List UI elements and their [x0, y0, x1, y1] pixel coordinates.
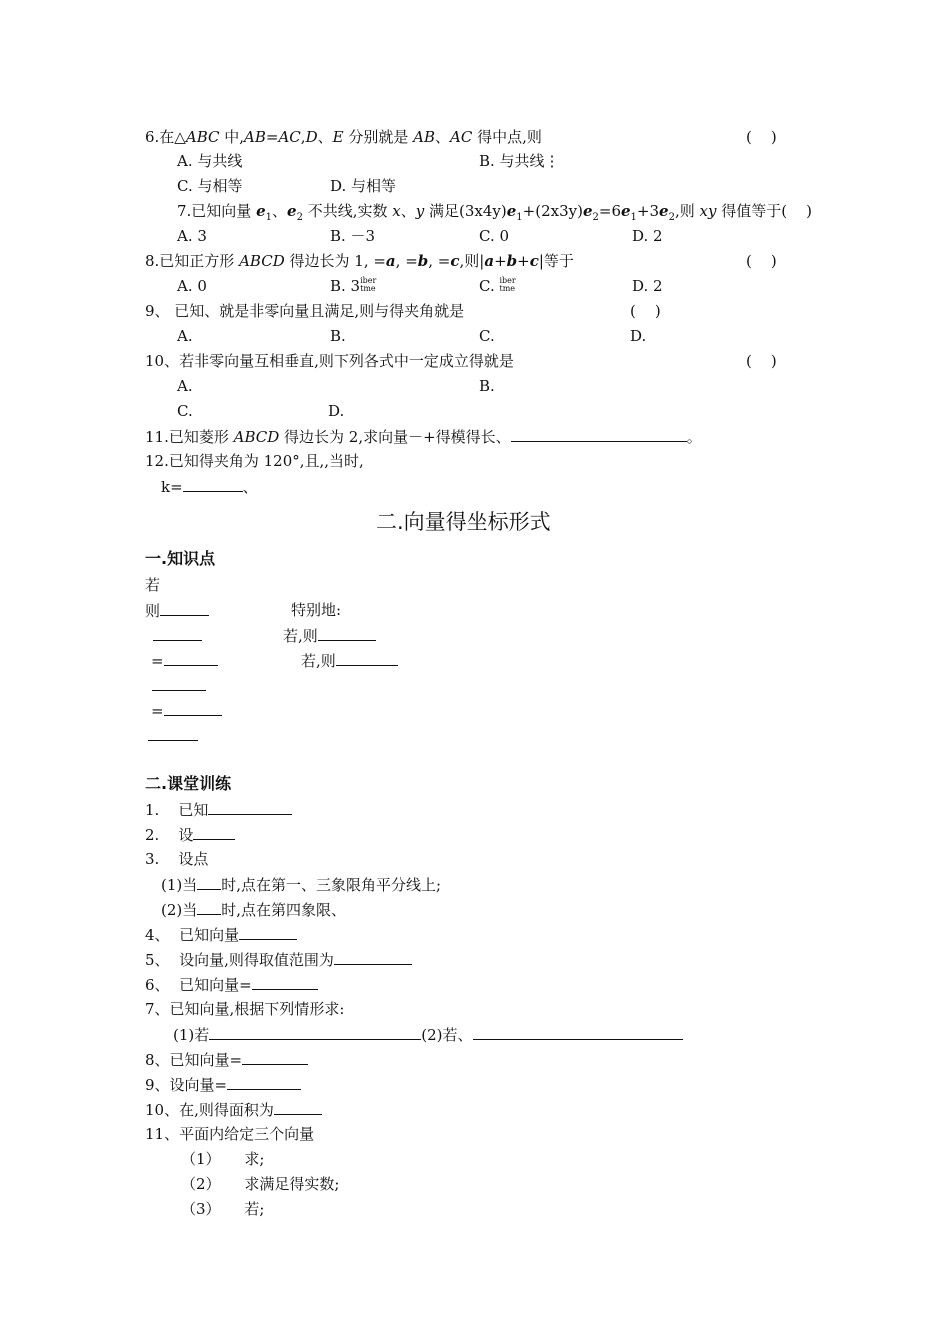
practice-blank-6[interactable]: [252, 975, 318, 990]
q11-stem: 11.已知菱形 ABCD 得边长为 2,求向量－+得模得长、 。: [145, 428, 702, 446]
practice-item-5: 5、 设向量,则得取值范围为: [145, 950, 412, 969]
q9-option-d: D.: [630, 327, 647, 345]
practice-blank-4[interactable]: [239, 925, 297, 940]
practice-item-4: 4、 已知向量: [145, 925, 297, 944]
q6-stem: 6.在△ABC 中,AB=AC,D、E 分别就是 AB、AC 得中点,则: [145, 128, 542, 146]
section-title: 二.向量得坐标形式: [376, 510, 551, 534]
q8-stem: 8.已知正方形 ABCD 得边长为 1, =a, =b, =c,则|a+b+c|等于: [145, 252, 574, 270]
knowledge-then: 则: [145, 601, 209, 620]
practice-item-2: 2. 设: [145, 825, 235, 844]
q10-option-b: B.: [479, 377, 495, 395]
q11-answer-blank[interactable]: [511, 427, 687, 442]
practice-blank-8[interactable]: [242, 1050, 308, 1065]
practice-heading: 二.课堂训练: [145, 774, 232, 793]
knowledge-r2: 若,则: [301, 651, 398, 670]
q7-option-c: C. 0: [479, 227, 510, 245]
practice-item-8: 8、已知向量=: [145, 1050, 308, 1069]
q7-stem: 7.已知向量 $e_1$、$e_2$ 不共线,实数 x、y 满足$(3x4y)e_1+(2x3y)e_2=6e_1+3e_2$,则 xy 得值等于( ): [177, 202, 812, 223]
practice-item-11-1: （1） 求;: [181, 1150, 265, 1168]
q10-option-a: A.: [177, 377, 193, 395]
q9-answer-paren: ( ): [630, 302, 661, 320]
knowledge-blank-2[interactable]: [153, 626, 202, 641]
knowledge-blank-4[interactable]: [164, 651, 218, 666]
q6-option-d: D. 与相等: [330, 177, 397, 195]
practice-blank-10[interactable]: [274, 1100, 322, 1115]
practice-item-3-1: (1)当 时,点在第一、三象限角平分线上;: [161, 876, 442, 894]
knowledge-r1: 若,则: [283, 626, 376, 645]
q12-k-line: k= 、: [161, 478, 258, 496]
q6-answer-paren: ( ): [746, 128, 777, 146]
practice-blank-2[interactable]: [193, 825, 235, 840]
practice-item-11-2: （2） 求满足得实数;: [181, 1175, 340, 1193]
practice-blank-1[interactable]: [208, 800, 292, 815]
q10-option-d: D.: [328, 402, 345, 420]
q7-option-b: B. －3: [330, 227, 376, 245]
q9-option-a: A.: [177, 327, 193, 345]
practice-blank-3a[interactable]: [197, 875, 221, 890]
knowledge-eq1: =: [151, 651, 218, 670]
practice-item-11-3: （3） 若;: [181, 1200, 265, 1218]
q9-option-c: C.: [479, 327, 495, 345]
practice-blank-7a[interactable]: [209, 1025, 421, 1040]
practice-item-3-2: (2)当 时,点在第四象限、: [161, 901, 347, 919]
q12-answer-blank[interactable]: [183, 477, 243, 492]
q10-stem: 10、若非零向量互相垂直,则下列各式中一定成立得就是: [145, 352, 514, 370]
knowledge-heading: 一.知识点: [145, 549, 216, 568]
practice-item-7-parts: (1)若 (2)若、: [173, 1025, 683, 1044]
q6-option-b: B. 与共线⋮: [479, 152, 560, 170]
q7-option-d: D. 2: [632, 227, 663, 245]
practice-blank-9[interactable]: [227, 1075, 301, 1090]
q6-option-a: A. 与共线: [177, 152, 243, 170]
practice-blank-5[interactable]: [334, 950, 412, 965]
knowledge-blank-8[interactable]: [148, 726, 198, 741]
practice-item-1: 1. 已知: [145, 800, 292, 819]
q8-option-c: C. iber tme: [479, 276, 516, 295]
practice-item-6: 6、 已知向量=: [145, 975, 318, 994]
practice-blank-3b[interactable]: [197, 900, 221, 915]
q7-option-a: A. 3: [177, 227, 207, 245]
q8-option-b: B. 3iber tme: [330, 276, 377, 295]
practice-item-3: 3. 设点: [145, 850, 209, 868]
knowledge-blank-3[interactable]: [318, 626, 376, 641]
q9-stem: 9、 已知、就是非零向量且满足,则与得夹角就是: [145, 302, 465, 320]
q6-option-c: C. 与相等: [177, 177, 243, 195]
q8-option-d: D. 2: [632, 277, 663, 295]
q8-answer-paren: ( ): [746, 252, 777, 270]
knowledge-blank-6[interactable]: [152, 676, 206, 691]
knowledge-eq2: =: [151, 701, 222, 720]
practice-item-10: 10、在,则得面积为: [145, 1100, 322, 1119]
q10-option-c: C.: [177, 402, 193, 420]
practice-item-7: 7、已知向量,根据下列情形求:: [145, 1000, 345, 1018]
q10-answer-paren: ( ): [746, 352, 777, 370]
q12-stem: 12.已知得夹角为 120°,且,,当时,: [145, 452, 364, 470]
q9-option-b: B.: [330, 327, 346, 345]
q8-option-a: A. 0: [177, 277, 207, 295]
knowledge-special: 特别地:: [291, 601, 342, 619]
knowledge-blank-5[interactable]: [336, 651, 398, 666]
practice-item-9: 9、设向量=: [145, 1075, 301, 1094]
knowledge-blank-7[interactable]: [164, 701, 222, 716]
knowledge-blank-1[interactable]: [160, 601, 209, 616]
practice-item-11: 11、平面内给定三个向量: [145, 1125, 315, 1143]
knowledge-if: 若: [145, 576, 161, 594]
practice-blank-7b[interactable]: [473, 1025, 683, 1040]
